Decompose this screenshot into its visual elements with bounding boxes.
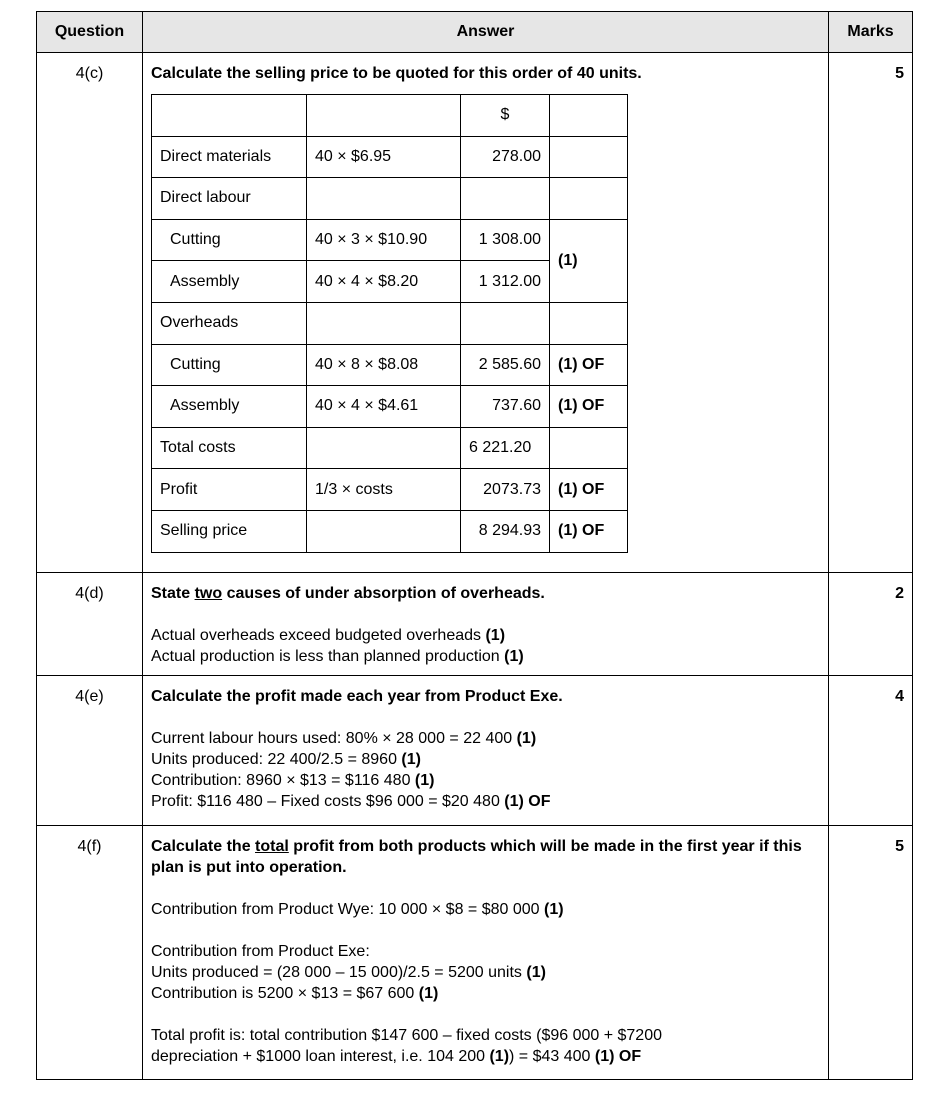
mark-award: (1) bbox=[526, 964, 546, 981]
answer-line: Contribution from Product Exe: bbox=[151, 943, 370, 960]
header-row bbox=[37, 12, 913, 53]
prompt-text: State bbox=[151, 585, 195, 602]
row-amount: 737.60 bbox=[461, 386, 550, 428]
mark-award: (1) bbox=[418, 985, 439, 1002]
row-label: Selling price bbox=[152, 510, 307, 552]
row-mark: (1) OF bbox=[550, 510, 628, 552]
question-number: 4(d) bbox=[37, 573, 143, 676]
row-amount: 2073.73 bbox=[461, 469, 550, 511]
mark-award: (1) bbox=[401, 751, 421, 768]
mark-award: (1) bbox=[504, 648, 524, 665]
table-row bbox=[152, 386, 628, 428]
table-row bbox=[152, 510, 628, 552]
answer-cell bbox=[143, 573, 829, 676]
marks-value: 2 bbox=[829, 573, 913, 676]
prompt-emphasis: total bbox=[255, 838, 289, 855]
row-mark: (1) bbox=[550, 219, 628, 302]
answer-text: Actual production is less than planned production bbox=[151, 648, 505, 665]
prompt-emphasis: two bbox=[194, 585, 223, 602]
cost-table-header bbox=[152, 95, 628, 137]
answer-line bbox=[151, 646, 820, 667]
answer-line bbox=[151, 791, 820, 812]
table-row bbox=[152, 178, 628, 220]
mark-scheme-table bbox=[36, 11, 913, 1080]
answer-line: Total profit is: total contribution $147 600 – fixed costs ($96 000 + $7200 bbox=[151, 1027, 662, 1044]
answer-text: ) = $43 400 bbox=[509, 1048, 595, 1065]
row-calc: 40 × 4 × $4.61 bbox=[307, 386, 461, 428]
table-row bbox=[152, 427, 628, 469]
currency-header: $ bbox=[461, 95, 550, 137]
answer-line bbox=[151, 899, 820, 920]
row-mark: (1) OF bbox=[550, 386, 628, 428]
marks-value: 5 bbox=[829, 826, 913, 1080]
row-amount: 8 294.93 bbox=[461, 510, 550, 552]
mark-award: (1) bbox=[489, 1048, 510, 1065]
marks-value: 5 bbox=[829, 53, 913, 573]
row-calc: 40 × 8 × $8.08 bbox=[307, 344, 461, 386]
row-calc: 40 × 4 × $8.20 bbox=[307, 261, 461, 303]
answer-line bbox=[151, 749, 820, 770]
mark-award: (1) OF bbox=[594, 1048, 642, 1065]
prompt-text: causes of under absorption of overheads. bbox=[222, 585, 545, 602]
row-amount: 1 312.00 bbox=[461, 261, 550, 303]
answer-line bbox=[151, 770, 820, 791]
row-label: Assembly bbox=[152, 261, 307, 303]
row-label: Cutting bbox=[152, 219, 307, 261]
mark-award: (1) bbox=[485, 627, 506, 644]
answer-line bbox=[151, 962, 820, 983]
question-prompt bbox=[151, 583, 820, 604]
answer-line bbox=[151, 625, 820, 646]
row-label: Overheads bbox=[152, 302, 307, 344]
mark-award: (1) bbox=[543, 901, 564, 918]
table-row bbox=[152, 344, 628, 386]
row-amount: 6 221.20 bbox=[461, 427, 550, 469]
question-number: 4(e) bbox=[37, 676, 143, 826]
question-prompt bbox=[151, 836, 820, 878]
question-row-4f bbox=[37, 826, 913, 1080]
table-row bbox=[152, 219, 628, 261]
answer-text: Contribution from Product Wye: 10 000 × $8 = $80 000 bbox=[151, 901, 544, 918]
answer-text: Profit: $116 480 – Fixed costs $96 000 = $20 480 bbox=[151, 793, 505, 810]
row-mark: (1) OF bbox=[550, 344, 628, 386]
answer-line bbox=[151, 983, 820, 1004]
answer-text: depreciation + $1000 loan interest, i.e. 104 200 bbox=[151, 1048, 490, 1065]
question-row-4e bbox=[37, 676, 913, 826]
row-amount: 278.00 bbox=[461, 136, 550, 178]
question-number: 4(f) bbox=[37, 826, 143, 1080]
table-row bbox=[152, 469, 628, 511]
header-question: Question bbox=[37, 12, 143, 53]
row-label: Total costs bbox=[152, 427, 307, 469]
row-calc: 1/3 × costs bbox=[307, 469, 461, 511]
row-amount: 1 308.00 bbox=[461, 219, 550, 261]
prompt-text: Calculate the bbox=[151, 838, 256, 855]
row-label: Profit bbox=[152, 469, 307, 511]
row-label: Assembly bbox=[152, 386, 307, 428]
row-label: Cutting bbox=[152, 344, 307, 386]
answer-line bbox=[151, 1046, 820, 1067]
mark-award: (1) OF bbox=[504, 793, 551, 810]
table-row bbox=[152, 302, 628, 344]
answer-text: Current labour hours used: 80% × 28 000 = 22 400 bbox=[151, 730, 517, 747]
question-prompt: Calculate the profit made each year from Product Exe. bbox=[151, 688, 563, 705]
answer-text: Units produced = (28 000 – 15 000)/2.5 = 5200 units bbox=[151, 964, 527, 981]
answer-cell bbox=[143, 826, 829, 1080]
table-row bbox=[152, 136, 628, 178]
question-row-4d bbox=[37, 573, 913, 676]
answer-cell bbox=[143, 53, 829, 573]
prompt-text: profit from both products which will be made in the first year if this plan is put into operation. bbox=[151, 838, 802, 876]
header-answer: Answer bbox=[143, 12, 829, 53]
row-label: Direct materials bbox=[152, 136, 307, 178]
row-label: Direct labour bbox=[152, 178, 307, 220]
row-mark bbox=[550, 136, 628, 178]
marks-value: 4 bbox=[829, 676, 913, 826]
row-amount: 2 585.60 bbox=[461, 344, 550, 386]
answer-line bbox=[151, 728, 820, 749]
answer-text: Contribution: 8960 × $13 = $116 480 bbox=[151, 772, 415, 789]
mark-award: (1) bbox=[516, 730, 537, 747]
question-number: 4(c) bbox=[37, 53, 143, 573]
header-marks: Marks bbox=[829, 12, 913, 53]
row-mark: (1) OF bbox=[550, 469, 628, 511]
answer-text: Contribution is 5200 × $13 = $67 600 bbox=[151, 985, 419, 1002]
answer-text: Units produced: 22 400/2.5 = 8960 bbox=[151, 751, 402, 768]
question-row-4c bbox=[37, 53, 913, 573]
answer-text: Actual overheads exceed budgeted overheads bbox=[151, 627, 486, 644]
cost-table bbox=[151, 94, 628, 553]
question-prompt: Calculate the selling price to be quoted for this order of 40 units. bbox=[151, 65, 642, 82]
row-calc: 40 × $6.95 bbox=[307, 136, 461, 178]
row-calc: 40 × 3 × $10.90 bbox=[307, 219, 461, 261]
mark-award: (1) bbox=[414, 772, 435, 789]
answer-cell bbox=[143, 676, 829, 826]
